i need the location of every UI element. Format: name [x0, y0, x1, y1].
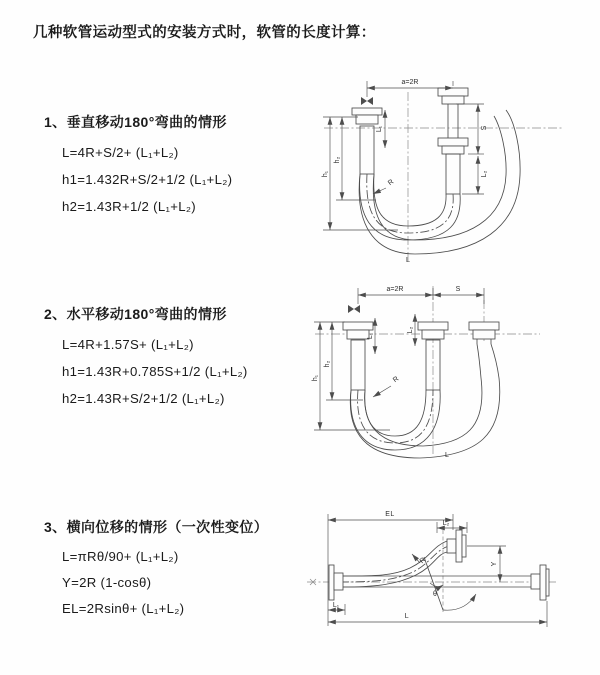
- dim-label-l2: L₂: [407, 326, 414, 334]
- section-heading: 2、水平移动180°弯曲的情形: [44, 306, 227, 322]
- dim-label-l2: L₂: [442, 520, 450, 527]
- dim-label-a2r: a=2R: [386, 286, 404, 293]
- formula-line: L=πRθ/90+ (L₁+L₂): [62, 549, 179, 564]
- dim-label-a2r: a=2R: [401, 79, 419, 86]
- dim-label-l2: L₂: [481, 170, 488, 178]
- radius-label: R: [418, 556, 428, 566]
- section-heading: 1、垂直移动180°弯曲的情形: [44, 114, 227, 130]
- diagram-vertical-180: [310, 70, 600, 265]
- right-flange: [531, 565, 549, 600]
- dim-label-s: S: [455, 286, 461, 293]
- upper-flange: [447, 530, 466, 562]
- dim-label-l: L: [404, 613, 410, 620]
- hose-curves: [340, 541, 531, 610]
- formula-line: h2=1.43R+1/2 (L₁+L₂): [62, 199, 196, 214]
- left-fitting: [352, 97, 382, 174]
- section-vertical-movement: [44, 112, 232, 220]
- diagram-lateral-displacement: [295, 500, 600, 655]
- dim-label-el: EL: [385, 511, 395, 518]
- formula-line: L=4R+S/2+ (L₁+L₂): [62, 145, 179, 160]
- dim-label-l1: L₁: [367, 332, 374, 340]
- section-horizontal-movement: [44, 304, 248, 412]
- dimensions: [328, 511, 547, 627]
- left-flange: [329, 565, 343, 600]
- dim-label-h2: h₂: [334, 156, 341, 164]
- formula-line: h1=1.43R+0.785S+1/2 (L₁+L₂): [62, 364, 248, 379]
- diagram-horizontal-180: [305, 278, 600, 460]
- dim-label-h1: h₁: [312, 374, 319, 382]
- formula-line: EL=2Rsinθ+ (L₁+L₂): [62, 601, 185, 616]
- dim-label-h2: h₂: [324, 360, 331, 368]
- dim-label-l1: L₁: [332, 602, 340, 609]
- radius-label: R: [387, 178, 396, 188]
- section-lateral-displacement: [44, 517, 268, 622]
- valve-bowtie-icon: [361, 97, 373, 105]
- hose-curves: [350, 344, 500, 458]
- formula-line: h1=1.432R+S/2+1/2 (L₁+L₂): [62, 172, 233, 187]
- angle-label: θ: [433, 591, 437, 598]
- valve-bowtie-icon: [348, 305, 360, 313]
- dim-label-h1: h₁: [322, 170, 329, 178]
- length-label: L: [406, 257, 410, 264]
- formula-line: L=4R+1.57S+ (L₁+L₂): [62, 337, 194, 352]
- dim-label-l1: L₁: [376, 125, 383, 133]
- dimensions: [312, 286, 484, 459]
- formula-line: Y=2R (1-cosθ): [62, 575, 152, 590]
- dim-label-y: Y: [491, 561, 498, 567]
- radius-label: R: [392, 375, 401, 385]
- centerlines: [307, 530, 557, 612]
- formula-line: h2=1.43R+S/2+1/2 (L₁+L₂): [62, 391, 225, 406]
- page-title: 几种软管运动型式的安装方式时，软管的长度计算：: [33, 25, 376, 41]
- hose-curves: [359, 110, 520, 254]
- left-fitting: [343, 305, 373, 390]
- dim-label-s: S: [481, 125, 488, 131]
- dimensions: [322, 79, 488, 264]
- section-heading: 3、横向位移的情形（一次性变位）: [44, 519, 269, 535]
- length-label: L: [445, 452, 449, 459]
